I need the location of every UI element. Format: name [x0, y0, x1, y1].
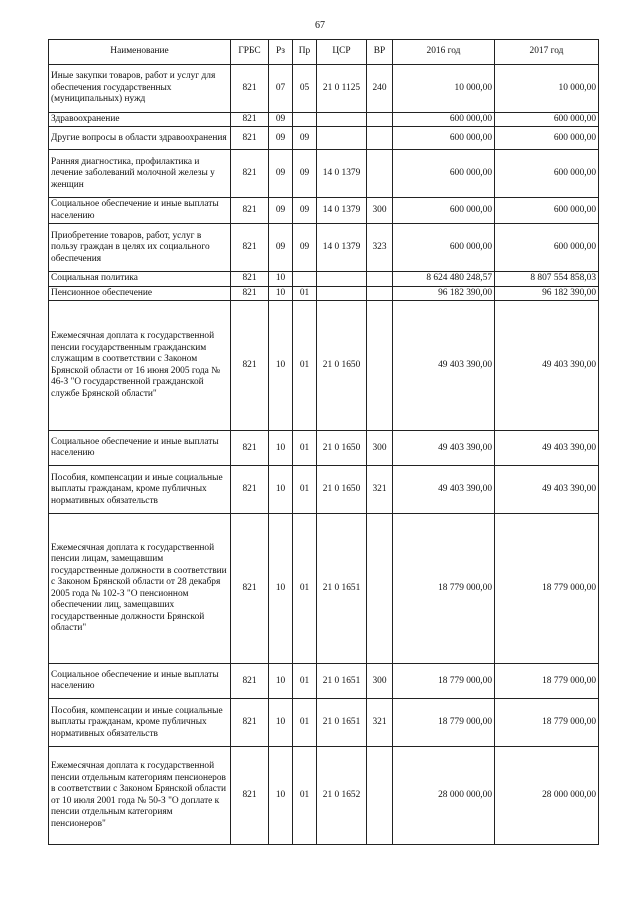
row-csr: 21 0 1650 [317, 301, 367, 431]
table-row [49, 198, 599, 224]
table-row [49, 286, 599, 300]
table-row [49, 65, 599, 113]
row-grbs: 821 [231, 699, 269, 747]
header-grbs: ГРБС [231, 40, 269, 65]
row-rz: 10 [269, 272, 293, 286]
row-name: Ранняя диагностика, профилактика и лечение заболеваний молочной железы у женщин [49, 150, 231, 198]
row-amount-2017: 10 000,00 [495, 65, 599, 113]
row-csr [317, 286, 367, 300]
header-rz: Рз [269, 40, 293, 65]
row-amount-2017: 96 182 390,00 [495, 286, 599, 300]
row-amount-2017: 600 000,00 [495, 127, 599, 150]
table-row [49, 150, 599, 198]
row-amount-2017: 28 000 000,00 [495, 747, 599, 845]
row-csr: 14 0 1379 [317, 198, 367, 224]
table-row [49, 747, 599, 845]
row-vr [367, 127, 393, 150]
row-amount-2016: 18 779 000,00 [393, 514, 495, 664]
row-rz: 09 [269, 150, 293, 198]
row-rz: 10 [269, 664, 293, 699]
row-grbs: 821 [231, 127, 269, 150]
row-grbs: 821 [231, 514, 269, 664]
row-name: Социальное обеспечение и иные выплаты населению [49, 664, 231, 699]
row-csr [317, 113, 367, 127]
row-name: Ежемесячная доплата к государственной пенсии государственным гражданским служащим в соответствии с Законом Брянской области от 16 июня 2005 года № 46-З "О государственной гражданской службе Брянской области" [49, 301, 231, 431]
row-name: Пенсионное обеспечение [49, 286, 231, 300]
row-amount-2016: 600 000,00 [393, 150, 495, 198]
row-name: Иные закупки товаров, работ и услуг для обеспечения государственных (муниципальных) нужд [49, 65, 231, 113]
row-amount-2017: 600 000,00 [495, 224, 599, 272]
row-amount-2017: 600 000,00 [495, 150, 599, 198]
row-grbs: 821 [231, 466, 269, 514]
row-rz: 10 [269, 699, 293, 747]
row-grbs: 821 [231, 150, 269, 198]
row-grbs: 821 [231, 286, 269, 300]
row-amount-2017: 18 779 000,00 [495, 514, 599, 664]
row-grbs: 821 [231, 65, 269, 113]
row-vr: 321 [367, 699, 393, 747]
row-grbs: 821 [231, 272, 269, 286]
row-csr: 21 0 1651 [317, 699, 367, 747]
row-rz: 09 [269, 127, 293, 150]
row-vr [367, 286, 393, 300]
row-amount-2017: 49 403 390,00 [495, 431, 599, 466]
table-row [49, 514, 599, 664]
row-name: Социальная политика [49, 272, 231, 286]
row-amount-2016: 600 000,00 [393, 127, 495, 150]
row-pr: 01 [293, 301, 317, 431]
row-pr: 05 [293, 65, 317, 113]
table-row [49, 127, 599, 150]
row-amount-2016: 8 624 480 248,57 [393, 272, 495, 286]
row-amount-2016: 10 000,00 [393, 65, 495, 113]
row-name: Приобретение товаров, работ, услуг в пользу граждан в целях их социального обеспечения [49, 224, 231, 272]
row-grbs: 821 [231, 301, 269, 431]
header-csr: ЦСР [317, 40, 367, 65]
row-name: Пособия, компенсации и иные социальные выплаты гражданам, кроме публичных нормативных обязательств [49, 699, 231, 747]
header-2016: 2016 год [393, 40, 495, 65]
row-vr [367, 150, 393, 198]
table-row [49, 113, 599, 127]
row-rz: 10 [269, 514, 293, 664]
row-amount-2016: 28 000 000,00 [393, 747, 495, 845]
row-pr: 01 [293, 514, 317, 664]
row-rz: 09 [269, 224, 293, 272]
row-pr: 01 [293, 699, 317, 747]
row-csr: 21 0 1650 [317, 466, 367, 514]
table-row [49, 664, 599, 699]
row-pr: 01 [293, 747, 317, 845]
row-pr: 01 [293, 664, 317, 699]
row-csr: 21 0 1651 [317, 664, 367, 699]
row-csr: 21 0 1651 [317, 514, 367, 664]
row-grbs: 821 [231, 747, 269, 845]
header-vr: ВР [367, 40, 393, 65]
row-pr: 01 [293, 431, 317, 466]
row-rz: 09 [269, 198, 293, 224]
row-amount-2016: 600 000,00 [393, 113, 495, 127]
table-row [49, 272, 599, 286]
row-rz: 10 [269, 286, 293, 300]
row-pr: 01 [293, 286, 317, 300]
page-number: 67 [315, 20, 325, 31]
row-amount-2016: 600 000,00 [393, 224, 495, 272]
row-amount-2017: 49 403 390,00 [495, 301, 599, 431]
row-csr: 14 0 1379 [317, 224, 367, 272]
row-amount-2017: 8 807 554 858,03 [495, 272, 599, 286]
row-name: Здравоохранение [49, 113, 231, 127]
table-header-row [49, 40, 599, 65]
row-amount-2016: 96 182 390,00 [393, 286, 495, 300]
row-pr [293, 113, 317, 127]
row-rz: 10 [269, 301, 293, 431]
row-vr: 300 [367, 431, 393, 466]
row-name: Другие вопросы в области здравоохранения [49, 127, 231, 150]
row-amount-2016: 49 403 390,00 [393, 301, 495, 431]
row-grbs: 821 [231, 431, 269, 466]
row-pr: 09 [293, 224, 317, 272]
row-amount-2017: 49 403 390,00 [495, 466, 599, 514]
row-amount-2016: 18 779 000,00 [393, 664, 495, 699]
row-csr [317, 127, 367, 150]
row-vr [367, 301, 393, 431]
table-row [49, 466, 599, 514]
row-vr [367, 113, 393, 127]
row-amount-2016: 49 403 390,00 [393, 431, 495, 466]
row-amount-2016: 600 000,00 [393, 198, 495, 224]
row-vr: 323 [367, 224, 393, 272]
row-amount-2016: 18 779 000,00 [393, 699, 495, 747]
row-amount-2017: 600 000,00 [495, 113, 599, 127]
row-csr [317, 272, 367, 286]
row-grbs: 821 [231, 224, 269, 272]
row-rz: 09 [269, 113, 293, 127]
table-row [49, 301, 599, 431]
row-name: Социальное обеспечение и иные выплаты населению [49, 198, 231, 224]
row-pr: 09 [293, 150, 317, 198]
row-csr: 21 0 1652 [317, 747, 367, 845]
row-vr: 300 [367, 664, 393, 699]
row-rz: 10 [269, 431, 293, 466]
row-grbs: 821 [231, 113, 269, 127]
table-row [49, 224, 599, 272]
row-rz: 10 [269, 466, 293, 514]
row-rz: 10 [269, 747, 293, 845]
row-vr: 321 [367, 466, 393, 514]
row-rz: 07 [269, 65, 293, 113]
row-amount-2017: 600 000,00 [495, 198, 599, 224]
row-vr [367, 747, 393, 845]
row-csr: 14 0 1379 [317, 150, 367, 198]
row-amount-2017: 18 779 000,00 [495, 699, 599, 747]
row-vr [367, 514, 393, 664]
row-name: Пособия, компенсации и иные социальные выплаты гражданам, кроме публичных нормативных обязательств [49, 466, 231, 514]
row-amount-2017: 18 779 000,00 [495, 664, 599, 699]
header-pr: Пр [293, 40, 317, 65]
budget-table [48, 39, 599, 845]
row-name: Социальное обеспечение и иные выплаты населению [49, 431, 231, 466]
row-amount-2016: 49 403 390,00 [393, 466, 495, 514]
row-pr [293, 272, 317, 286]
row-vr [367, 272, 393, 286]
row-pr: 09 [293, 127, 317, 150]
row-name: Ежемесячная доплата к государственной пенсии отдельным категориям пенсионеров в соответствии с Законом Брянской области от 10 июля 2001 года № 50-З "О доплате к пенсии отдельным категориям пенсионеров" [49, 747, 231, 845]
row-grbs: 821 [231, 664, 269, 699]
row-pr: 09 [293, 198, 317, 224]
row-vr: 240 [367, 65, 393, 113]
header-2017: 2017 год [495, 40, 599, 65]
row-csr: 21 0 1650 [317, 431, 367, 466]
row-name: Ежемесячная доплата к государственной пенсии лицам, замещавшим государственные должности в соответствии с Законом Брянской области от 28 декабря 2005 года № 102-З "О пенсионном обеспечении лиц, замещавших государственные должности Брянской области" [49, 514, 231, 664]
table-row [49, 431, 599, 466]
header-name: Наименование [49, 40, 231, 65]
row-grbs: 821 [231, 198, 269, 224]
table-row [49, 699, 599, 747]
row-pr: 01 [293, 466, 317, 514]
row-vr: 300 [367, 198, 393, 224]
row-csr: 21 0 1125 [317, 65, 367, 113]
